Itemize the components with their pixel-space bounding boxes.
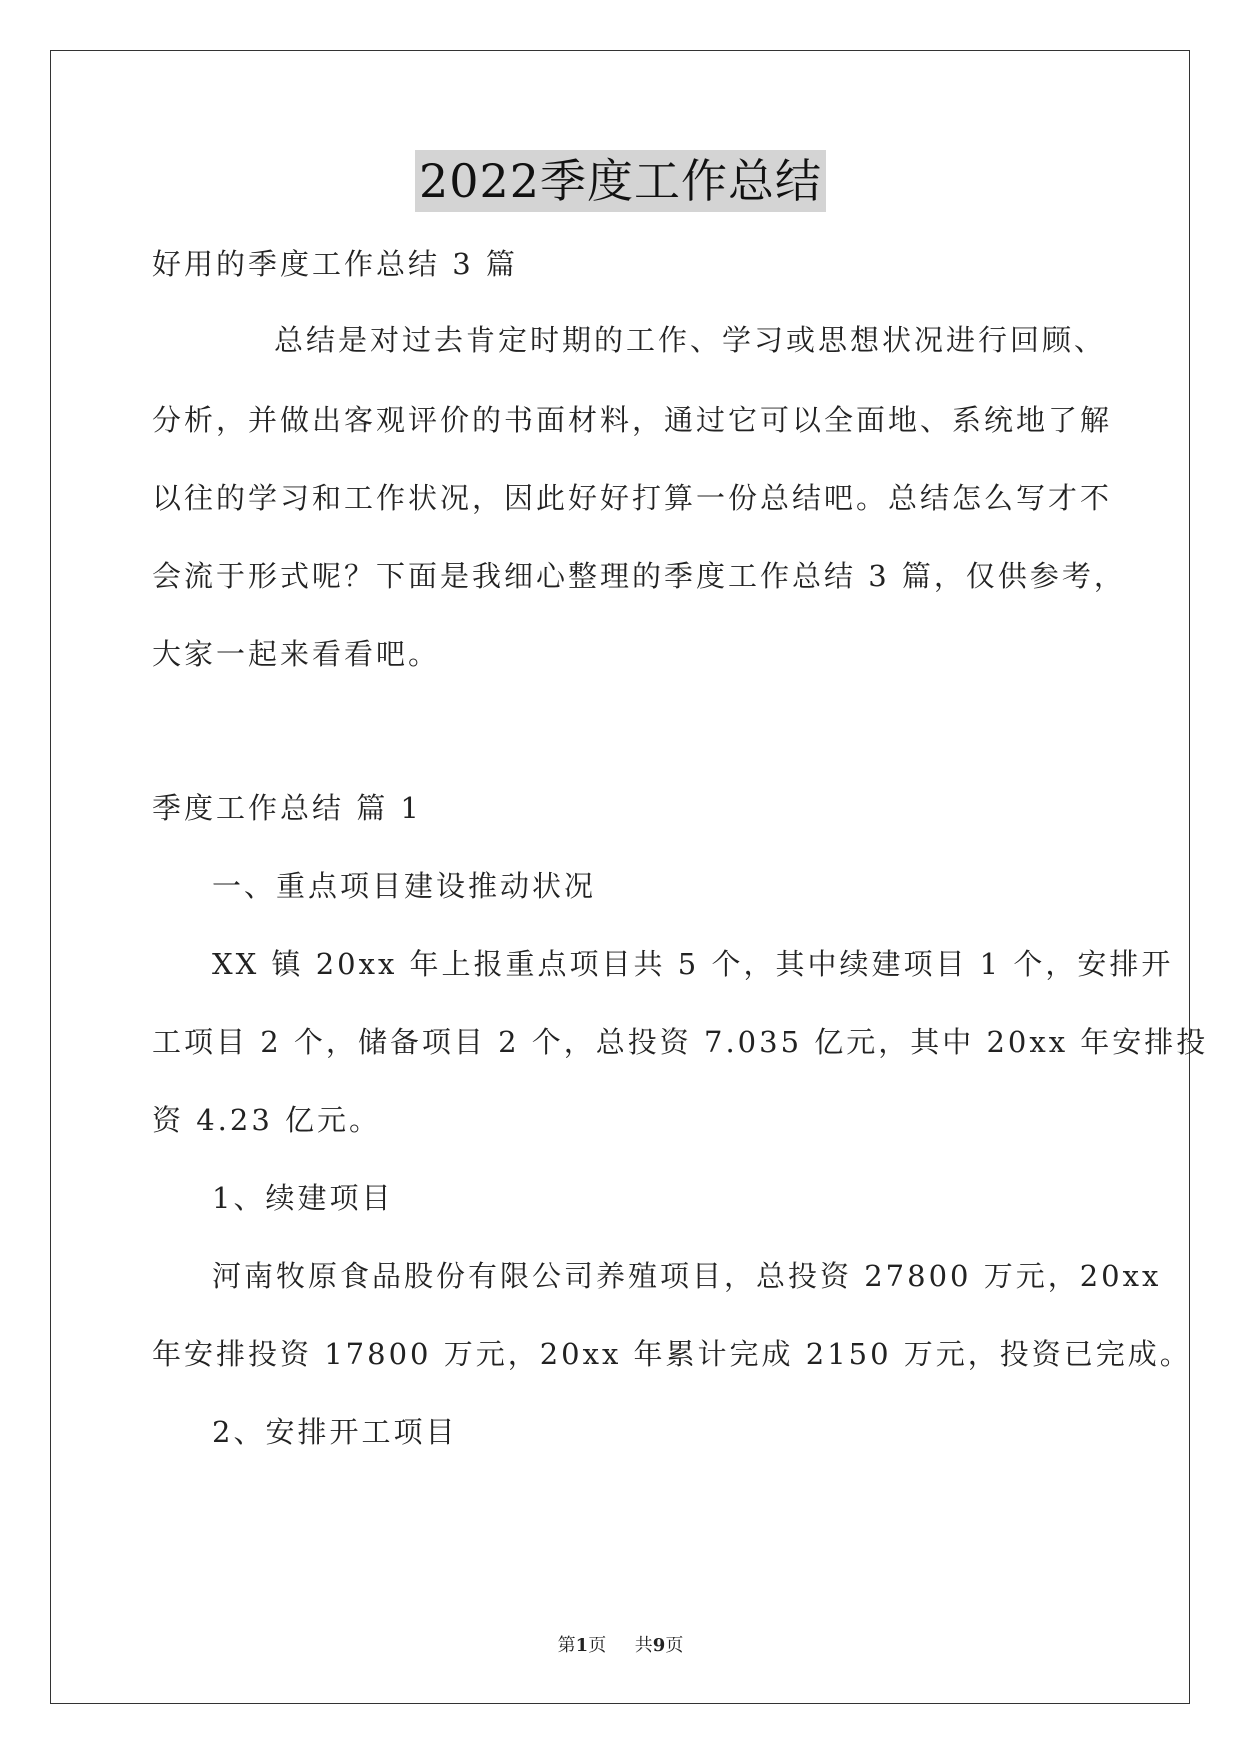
subtitle: 好用的季度工作总结 3 篇 — [152, 247, 518, 281]
paragraph-line: 以往的学习和工作状况，因此好好打算一份总结吧。总结怎么写才不 — [152, 481, 1113, 515]
paragraph-line: 分析，并做出客观评价的书面材料，通过它可以全面地、系统地了解 — [152, 403, 1113, 437]
subsection-heading: 一、重点项目建设推动状况 — [212, 869, 597, 903]
footer-page-prefix: 第 — [557, 1635, 576, 1656]
paragraph-line: 年安排投资 17800 万元，20xx 年累计完成 2150 万元，投资已完成。 — [152, 1337, 1192, 1371]
paragraph-line: 资 4.23 亿元。 — [152, 1103, 382, 1137]
paragraph-line: 会流于形式呢？下面是我细心整理的季度工作总结 3 篇，仅供参考， — [152, 559, 1126, 593]
footer-page-number: 1 — [575, 1635, 589, 1656]
footer-page-suffix: 页 — [588, 1635, 607, 1656]
paragraph-line: XX 镇 20xx 年上报重点项目共 5 个，其中续建项目 1 个，安排开 — [212, 947, 1174, 981]
title-container — [0, 150, 1241, 212]
document-title: 2022季度工作总结 — [415, 150, 826, 212]
paragraph-line: 总结是对过去肯定时期的工作、学习或思想状况进行回顾、 — [274, 323, 1107, 357]
paragraph-line: 河南牧原食品股份有限公司养殖项目，总投资 27800 万元，20xx — [212, 1259, 1162, 1293]
list-heading: 2、安排开工项目 — [212, 1415, 458, 1449]
paragraph-line: 大家一起来看看吧。 — [152, 637, 441, 671]
section-heading: 季度工作总结 篇 1 — [152, 791, 422, 825]
footer-total-pages: 9 — [652, 1635, 666, 1656]
page-footer — [0, 1634, 1241, 1658]
paragraph-line: 工项目 2 个，储备项目 2 个，总投资 7.035 亿元，其中 20xx 年安排投 — [152, 1025, 1209, 1059]
footer-total-suffix: 页 — [665, 1635, 684, 1656]
list-heading: 1、续建项目 — [212, 1181, 394, 1215]
footer-total-prefix: 共 — [634, 1635, 653, 1656]
